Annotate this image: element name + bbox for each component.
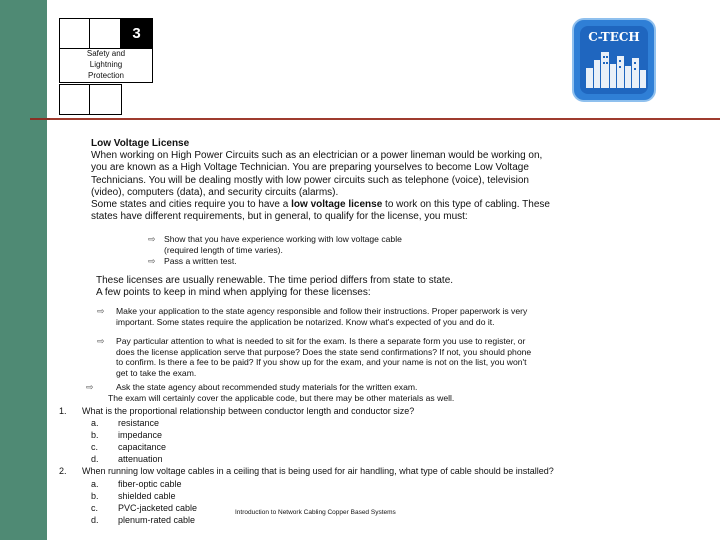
point-item xyxy=(116,336,606,378)
question-text: What is the proportional relationship between conductor length and conductor size? xyxy=(82,406,415,416)
text-line: does the license application serve that purpose? Does the state send confirmations? If not, you should phone xyxy=(116,346,532,357)
header-rule xyxy=(47,118,720,120)
text-line: you are known as a High Voltage Technician. You are preparing yourselves to become Low Voltage xyxy=(91,162,529,174)
arrow-bullet-icon: ⇨ xyxy=(86,382,94,392)
option-text: plenum-rated cable xyxy=(118,515,196,525)
text-line: Ask the state agency about recommended study materials for the written exam. xyxy=(116,382,418,392)
question-text: When running low voltage cables in a ceiling that is being used for air handling, what type of cable should be installed? xyxy=(82,466,554,476)
c-tech-logo xyxy=(572,18,656,102)
point-item xyxy=(108,382,616,403)
option-letter: d. xyxy=(91,515,99,525)
grid-cell xyxy=(60,19,90,48)
option-letter: a. xyxy=(91,479,99,489)
text-line: important. Some states require the application be notarized. Know what's expected of you and do it. xyxy=(116,316,495,327)
chapter-grid-bottom xyxy=(59,84,122,115)
chapter-title-line: Protection xyxy=(87,71,125,80)
arrow-bullet-icon: ⇨ xyxy=(97,306,105,316)
arrow-bullet-icon: ⇨ xyxy=(148,256,156,266)
option-text: shielded cable xyxy=(118,491,176,501)
grid-cell xyxy=(90,19,121,48)
option-letter: c. xyxy=(91,442,99,452)
text-span: Some states and cities require you to have a xyxy=(91,199,292,211)
renewal-section xyxy=(96,275,616,299)
question-number: 1. xyxy=(59,406,67,416)
requirement-item: (required length of time varies). xyxy=(164,245,283,255)
city-skyline-icon xyxy=(584,46,648,90)
text-line xyxy=(91,199,611,211)
grid-cell xyxy=(60,85,90,114)
text-line: Pay particular attention to what is needed to sit for the exam. Is there a separate form you use to register, or xyxy=(116,336,526,346)
license-section xyxy=(91,138,611,223)
chapter-title-box xyxy=(59,48,153,83)
bold-term: low voltage license xyxy=(291,199,383,211)
arrow-bullet-icon: ⇨ xyxy=(148,234,156,244)
text-line: (video), computers (data), and security circuits (alarms). xyxy=(91,186,339,198)
question-number: 2. xyxy=(59,466,67,476)
left-sidebar-band xyxy=(0,0,47,540)
option-text: PVC-jacketed cable xyxy=(118,503,198,513)
section-heading: Low Voltage License xyxy=(91,138,190,149)
requirement-item: Pass a written test. xyxy=(164,256,237,266)
chapter-number: 3 xyxy=(121,19,152,48)
footer-text: Introduction to Network Cabling Copper Based Systems xyxy=(235,509,396,516)
text-line: These licenses are usually renewable. The time period differs from state to state. xyxy=(96,275,454,286)
option-text: impedance xyxy=(118,430,163,440)
text-line: states have different requirements, but in general, to qualify for the license, you must: xyxy=(91,211,468,223)
option-letter: a. xyxy=(91,418,99,428)
text-line: The exam will certainly cover the applicable code, but there may be other materials as well. xyxy=(108,392,455,403)
option-letter: b. xyxy=(91,491,99,501)
requirement-item: Show that you have experience working with low voltage cable xyxy=(164,234,402,244)
option-letter: b. xyxy=(91,430,99,440)
arrow-bullet-icon: ⇨ xyxy=(97,336,105,346)
chapter-title-line: Lightning xyxy=(89,60,123,69)
text-line: When working on High Power Circuits such as an electrician or a power lineman would be working on, xyxy=(91,150,543,162)
point-item xyxy=(116,306,606,327)
text-line: to confirm. Is there a fee to be paid? If you show up for the exam, and your name is not on the list, you won't xyxy=(116,357,527,367)
chapter-grid-top xyxy=(59,18,153,49)
text-line: A few points to keep in mind when applying for these licenses: xyxy=(96,287,371,299)
option-text: attenuation xyxy=(118,454,163,464)
text-line: get to take the exam. xyxy=(116,367,197,378)
text-span: to work on this type of cabling. These xyxy=(382,199,550,211)
option-letter: d. xyxy=(91,454,99,464)
text-line: Technicians. You will be dealing mostly with low power circuits such as telephone (voice), television xyxy=(91,174,529,186)
option-text: fiber-optic cable xyxy=(118,479,182,489)
option-text: capacitance xyxy=(118,442,167,452)
chapter-title-line: Safety and xyxy=(86,49,126,58)
text-line: Make your application to the state agency responsible and follow their instructions. Proper paperwork is very xyxy=(116,306,528,316)
option-text: resistance xyxy=(118,418,160,428)
logo-text: C-TECH xyxy=(588,30,640,44)
header-rule-accent xyxy=(30,118,50,120)
option-letter: c. xyxy=(91,503,99,513)
